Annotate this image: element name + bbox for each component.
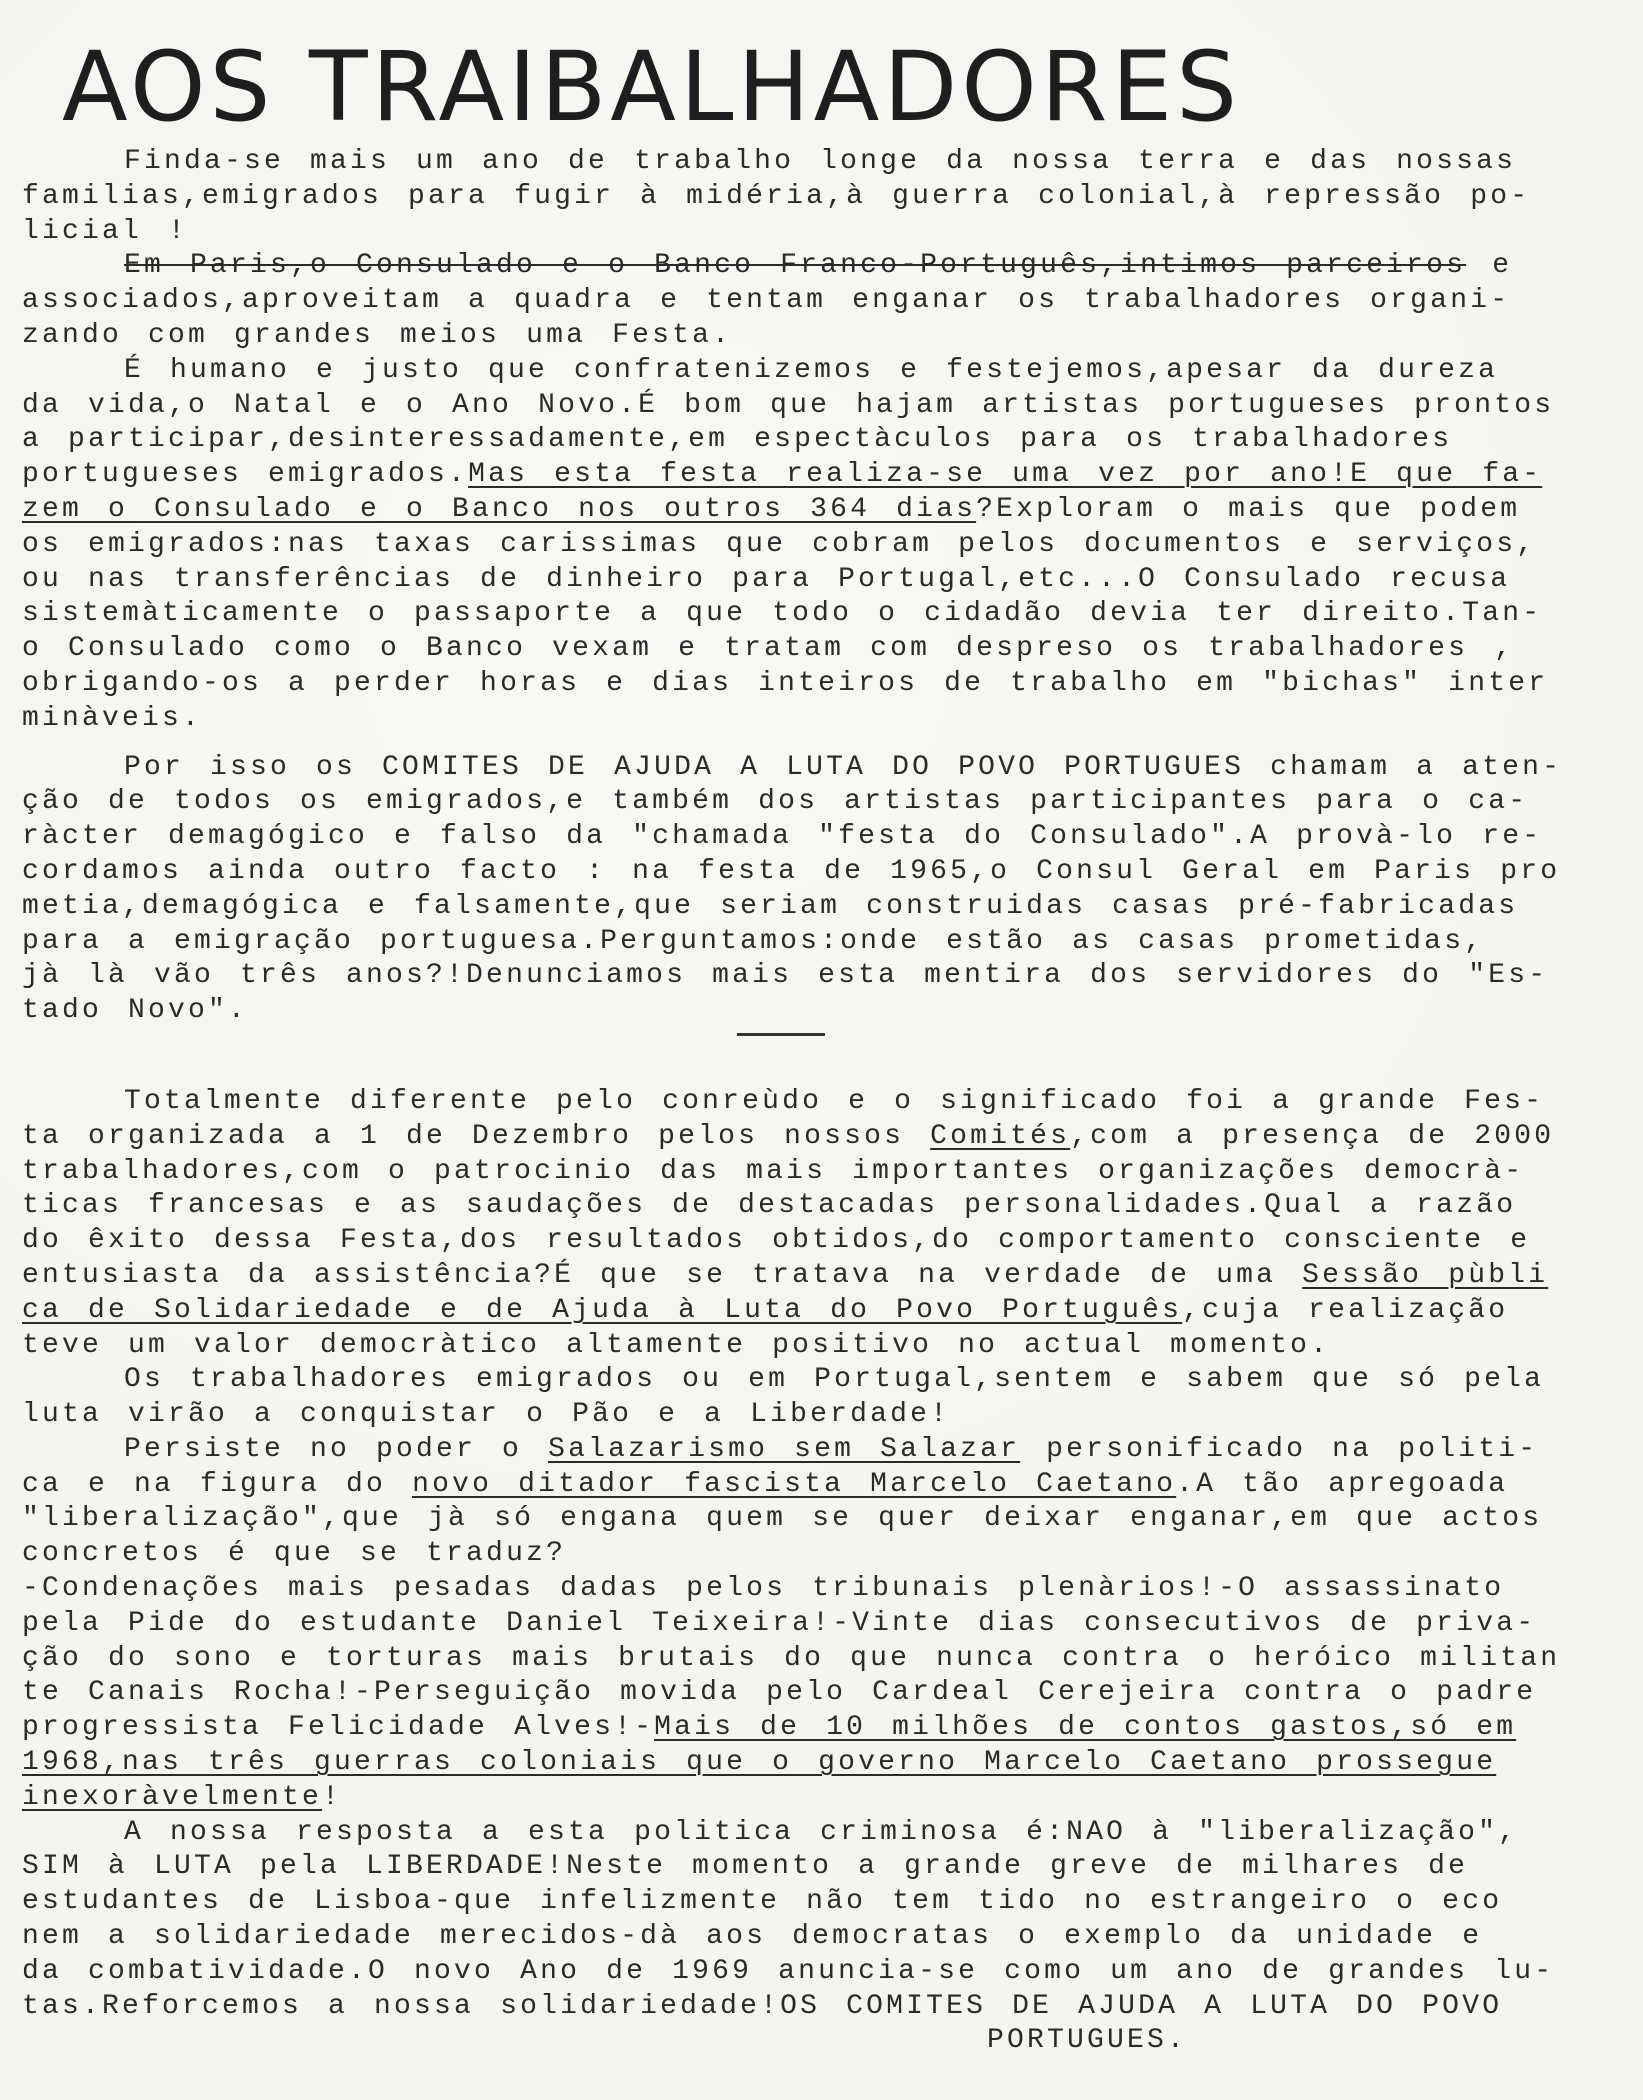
struck-text: Em Paris,o Consulado e o Banco Franco-Português,intimos parceiros	[124, 250, 1467, 282]
text-segment: da vida,o Natal e o Ano Novo.É bom que hajam artistas portugueses prontos	[22, 389, 1555, 421]
text-segment: metia,demagógica e falsamente,que seriam construidas casas pré-fabricadas	[22, 890, 1519, 922]
text-segment: Finda-se mais um ano de trabalho longe da nossa terra e das nossas	[124, 146, 1517, 177]
text-segment: entusiasta da assistência?É que se tratava na verdade de uma	[22, 1259, 1303, 1291]
paragraph-gap	[22, 737, 1532, 751]
text-segment: para a emigração portuguesa.Perguntamos:onde estão as casas prometidas,	[22, 925, 1485, 957]
text-line	[22, 1398, 1532, 1433]
text-line	[22, 1259, 1549, 1294]
text-segment: concretos é que se traduz?	[22, 1538, 567, 1570]
text-line	[22, 1642, 1561, 1677]
text-line	[22, 1955, 1555, 1990]
text-line	[22, 1572, 1532, 1607]
text-segment: trabalhadores,com o patrocinio das mais importantes organizações democrà-	[22, 1155, 1525, 1187]
text-line	[22, 820, 1543, 855]
text-line	[22, 632, 1532, 667]
text-segment: personificado na politi-	[1020, 1433, 1539, 1465]
text-line	[22, 785, 1532, 820]
text-segment: pela Pide do estudante Daniel Teixeira!-Vinte dias consecutivos de priva-	[22, 1607, 1537, 1639]
text-line	[22, 1781, 1532, 1816]
text-line	[22, 702, 1532, 737]
section-separator	[22, 1029, 1532, 1051]
underlined-text: novo ditador fascista Marcelo Caetano	[412, 1468, 1177, 1500]
text-line	[22, 855, 1561, 890]
text-segment: tado Novo".	[22, 995, 249, 1027]
text-segment: sistemàticamente o passaporte a que todo o cidadão devia ter direito.Tan-	[22, 598, 1543, 630]
text-segment: zando com grandes meios uma Festa.	[22, 319, 733, 351]
text-line	[22, 667, 1549, 702]
text-line	[22, 1329, 1532, 1364]
text-segment: da combatividade.O novo Ano de 1969 anuncia-se como um ano de grandes lu-	[22, 1955, 1555, 1987]
text-segment: ràcter demagógico e falso da "chamada "festa do Consulado".A provà-lo re-	[22, 821, 1543, 853]
text-segment: e	[1466, 250, 1513, 282]
text-line	[22, 1537, 1532, 1572]
text-line	[22, 1155, 1532, 1190]
text-segment: ,com a presença de 2000	[1070, 1120, 1555, 1152]
text-segment: É humano e justo que confratenizemos e festejemos,apesar da dureza	[124, 354, 1499, 386]
text-line	[22, 458, 1543, 493]
text-segment: nem a solidariedade merecidos-dà aos democratas o exemplo da unidade e	[22, 1921, 1483, 1953]
underlined-text: 1968,nas três guerras coloniais que o governo Marcelo Caetano prossegue	[22, 1747, 1497, 1779]
text-segment: Os trabalhadores emigrados ou em Portugal,sentem e sabem que só pela	[124, 1364, 1545, 1396]
text-segment: "liberalização",que jà só engana quem se quer deixar enganar,em que actos	[22, 1503, 1543, 1535]
text-line	[22, 994, 1532, 1029]
text-segment: Persiste no poder o	[124, 1433, 549, 1465]
text-segment: tas.Reforcemos a nossa solidariedade!OS COMITES DE AJUDA A LUTA DO POVO	[22, 1990, 1503, 2022]
text-line	[22, 215, 1532, 250]
text-line	[22, 493, 1532, 528]
text-line	[22, 1885, 1532, 1920]
text-line	[22, 1711, 1532, 1746]
text-line	[22, 180, 1532, 215]
underlined-text: inexoràvelmente	[22, 1781, 323, 1813]
document-body	[22, 145, 1563, 2059]
text-segment: jà là vão três anos?!Denunciamos mais esta mentira dos servidores do "Es-	[22, 960, 1549, 992]
text-segment: o Consulado como o Banco vexam e tratam com despreso os trabalhadores ,	[22, 633, 1515, 665]
text-line	[22, 1189, 1532, 1224]
text-line	[22, 959, 1549, 994]
text-line	[22, 1502, 1543, 1537]
text-line	[22, 1224, 1532, 1259]
text-segment: PORTUGUES.	[987, 2025, 1188, 2057]
text-segment: progressista Felicidade Alves!-	[22, 1712, 655, 1744]
document-title: AOS TRAIBALHADORES	[62, 31, 1242, 143]
text-segment: luta virão a conquistar o Pão e a Liberdade!	[22, 1399, 951, 1431]
text-line	[22, 284, 1532, 319]
text-line	[22, 1294, 1532, 1329]
text-segment: !	[322, 1781, 343, 1813]
text-line	[22, 249, 1532, 284]
underlined-text: ca de Solidariedade e de Ajuda à Luta do Povo Português	[22, 1294, 1183, 1326]
text-line	[22, 1920, 1532, 1955]
signature-line	[22, 2024, 1532, 2059]
text-segment: A nossa resposta a esta politica criminosa é:NAO à "liberalização",	[124, 1816, 1519, 1848]
text-segment: licial !	[22, 215, 189, 247]
text-segment: ou nas transferências de dinheiro para Portugal,etc...O Consulado recusa	[22, 563, 1511, 595]
text-line	[22, 1607, 1537, 1642]
text-line	[22, 1676, 1537, 1711]
underlined-text: Mas esta festa realiza-se uma vez por ano!E que fa-	[468, 459, 1543, 491]
text-line	[22, 1816, 1532, 1851]
text-line	[22, 389, 1555, 424]
text-segment: ,cuja realização	[1182, 1294, 1509, 1326]
text-segment: ca e na figura do	[22, 1468, 413, 1500]
text-line	[22, 1850, 1532, 1885]
text-segment: ta organizada a 1 de Dezembro pelos nossos	[22, 1120, 931, 1152]
text-segment: associados,aproveitam a quadra e tentam enganar os trabalhadores organi-	[22, 285, 1511, 317]
underlined-text: Mais de 10 milhões de contos gastos,só em	[654, 1712, 1517, 1744]
text-line	[22, 1363, 1545, 1398]
text-line	[22, 597, 1543, 632]
text-segment: do êxito dessa Festa,dos resultados obtidos,do comportamento consciente e	[22, 1225, 1531, 1257]
text-line	[22, 319, 1532, 354]
text-segment: ticas francesas e as saudações de destacadas personalidades.Qual a razão	[22, 1190, 1517, 1222]
separator-dash	[737, 1033, 825, 1036]
underlined-text: Salazarismo sem Salazar	[548, 1433, 1021, 1465]
text-line	[22, 925, 1532, 960]
text-segment: os emigrados:nas taxas carissimas que cobram pelos documentos e serviços,	[22, 528, 1537, 560]
text-segment: teve um valor democràtico altamente positivo no actual momento.	[22, 1329, 1331, 1361]
text-line	[22, 1433, 1539, 1468]
paragraph-gap	[22, 1051, 1532, 1085]
text-line	[22, 1085, 1545, 1120]
text-segment: Por isso os COMITES DE AJUDA A LUTA DO POVO PORTUGUES chamam a aten-	[124, 751, 1563, 783]
text-line	[22, 423, 1532, 458]
text-segment: minàveis.	[22, 702, 203, 734]
text-segment: SIM à LUTA pela LIBERDADE!Neste momento a grande greve de milhares de	[22, 1851, 1469, 1883]
text-segment: .A tão apregoada	[1176, 1468, 1509, 1500]
text-line	[22, 751, 1563, 786]
text-segment: -Condenações mais pesadas dadas pelos tribunais plenàrios!-O assassinato	[22, 1573, 1505, 1605]
text-segment: cordamos ainda outro facto : na festa de 1965,o Consul Geral em Paris pro	[22, 855, 1561, 887]
text-segment: a participar,desinteressadamente,em espectàculos para os trabalhadores	[22, 424, 1453, 456]
underlined-text: Sessão pùbli	[1302, 1259, 1549, 1291]
text-segment: ção do sono e torturas mais brutais do que nunca contra o heróico militan	[22, 1642, 1561, 1674]
text-segment: portugueses emigrados.	[22, 459, 469, 491]
text-line	[22, 1746, 1532, 1781]
text-line	[22, 528, 1537, 563]
underlined-text: Comités	[930, 1120, 1071, 1152]
text-line	[22, 1120, 1555, 1155]
text-line	[22, 1990, 1532, 2025]
text-line	[22, 354, 1532, 389]
text-segment: te Canais Rocha!-Perseguição movida pelo Cardeal Cerejeira contra o padre	[22, 1677, 1537, 1709]
text-segment: estudantes de Lisboa-que infelizmente não tem tido no estrangeiro o eco	[22, 1886, 1503, 1918]
text-segment: familias,emigrados para fugir à midéria,à guerra colonial,à repressão po-	[22, 180, 1531, 212]
text-segment: ção de todos os emigrados,e também dos artistas participantes para o ca-	[22, 786, 1529, 818]
text-line	[22, 1468, 1532, 1503]
text-line	[22, 890, 1532, 925]
text-line	[22, 145, 1532, 180]
text-segment: ?Exploram o mais que podem	[976, 493, 1521, 525]
underlined-text: zem o Consulado e o Banco nos outros 364 dias	[22, 493, 977, 525]
text-segment: Totalmente diferente pelo conreùdo e o significado foi a grande Fes-	[124, 1085, 1545, 1117]
text-segment: obrigando-os a perder horas e dias inteiros de trabalho em "bichas" inter	[22, 667, 1549, 699]
text-line	[22, 563, 1532, 598]
